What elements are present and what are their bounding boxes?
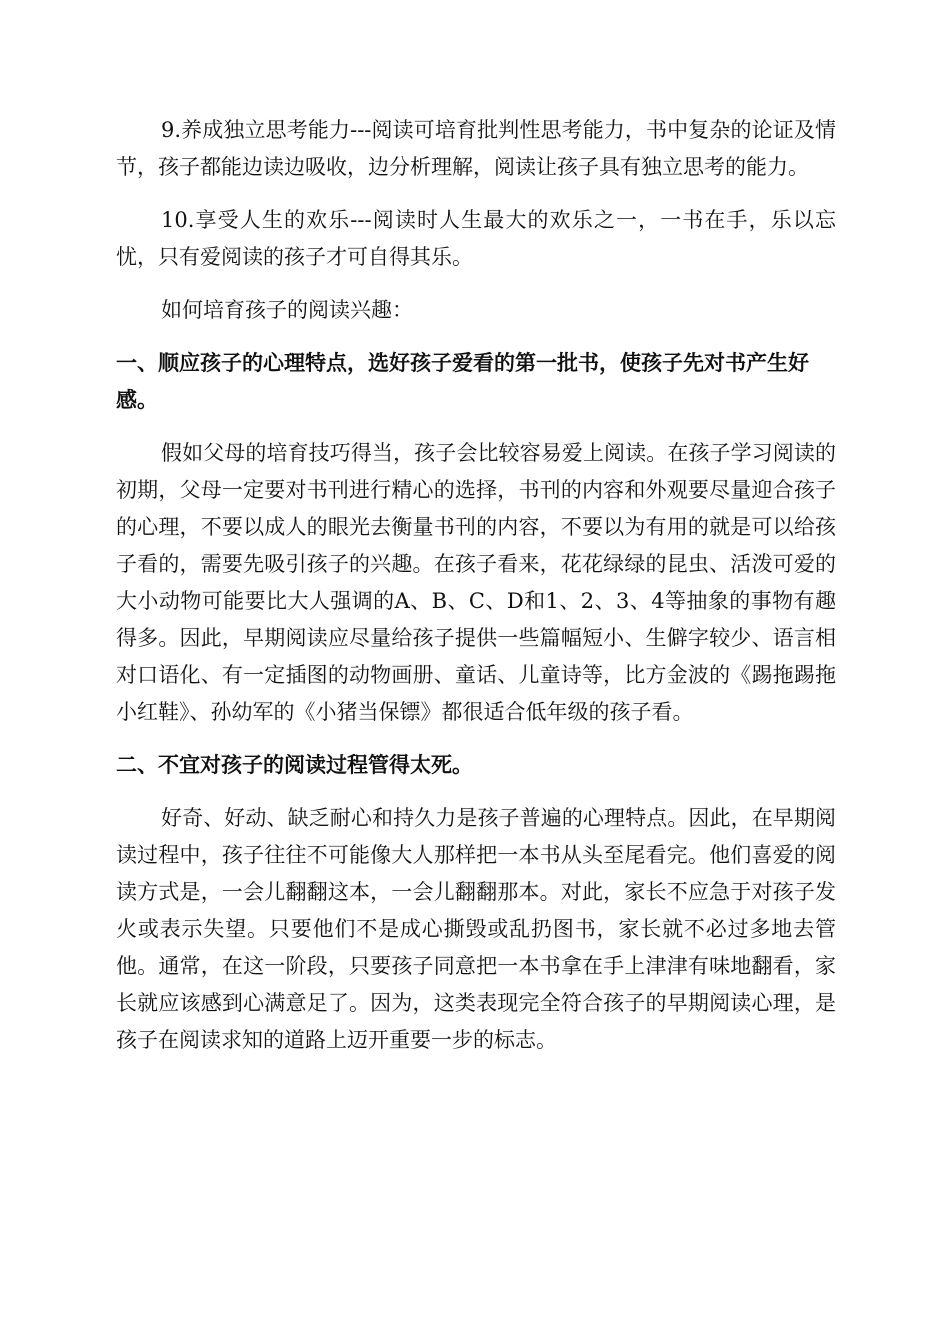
section-heading-2: 二、不宜对孩子的阅读过程管得太死。 xyxy=(116,753,473,777)
section-intro: 如何培育孩子的阅读兴趣： xyxy=(161,298,413,322)
section-heading-1: 一、顺应孩子的心理特点，选好孩子爱看的第一批书，使孩子先对书产生好感。 xyxy=(116,351,809,412)
paragraph-item-9: 9.养成独立思考能力---阅读可培育批判性思考能力，书中复杂的论证及情节，孩子都能边读边吸收，边分析理解，阅读让孩子具有独立思考的能力。 xyxy=(116,118,836,179)
section-body-1: 假如父母的培育技巧得当，孩子会比较容易爱上阅读。在孩子学习阅读的初期，父母一定要对书刊进行精心的选择，书刊的内容和外观要尽量迎合孩子的心理，不要以成人的眼光去衡量书刊的内容，不要以为有用的就是可以给孩子看的，需要先吸引孩子的兴趣。在孩子看来，花花绿绿的昆虫、活泼可爱的大小动物可能要比大人强调的A、B、C、D和1、2、3、4等抽象的事物有趣得多。因此，早期阅读应尽量给孩子提供一些篇幅短小、生僻字较少、语言相对口语化、有一定插图的动物画册、童话、儿童诗等，比方金波的《踢拖踢拖小红鞋》、孙幼军的《小猪当保镖》都很适合低年级的孩子看。 xyxy=(116,441,836,724)
document-page xyxy=(116,112,836,1059)
paragraph-item-10: 10.享受人生的欢乐---阅读时人生最大的欢乐之一，一书在手，乐以忘忧，只有爱阅读的孩子才可自得其乐。 xyxy=(116,208,836,269)
section-body-2: 好奇、好动、缺乏耐心和持久力是孩子普遍的心理特点。因此，在早期阅读过程中，孩子往往不可能像大人那样把一本书从头至尾看完。他们喜爱的阅读方式是，一会儿翻翻这本，一会儿翻翻那本。对此，家长不应急于对孩子发火或表示失望。只要他们不是成心撕毁或乱扔图书，家长就不必过多地去管他。通常，在这一阶段，只要孩子同意把一本书拿在手上津津有味地翻看，家长就应该感到心满意足了。因为，这类表现完全符合孩子的早期阅读心理，是孩子在阅读求知的道路上迈开重要一步的标志。 xyxy=(116,806,836,1052)
